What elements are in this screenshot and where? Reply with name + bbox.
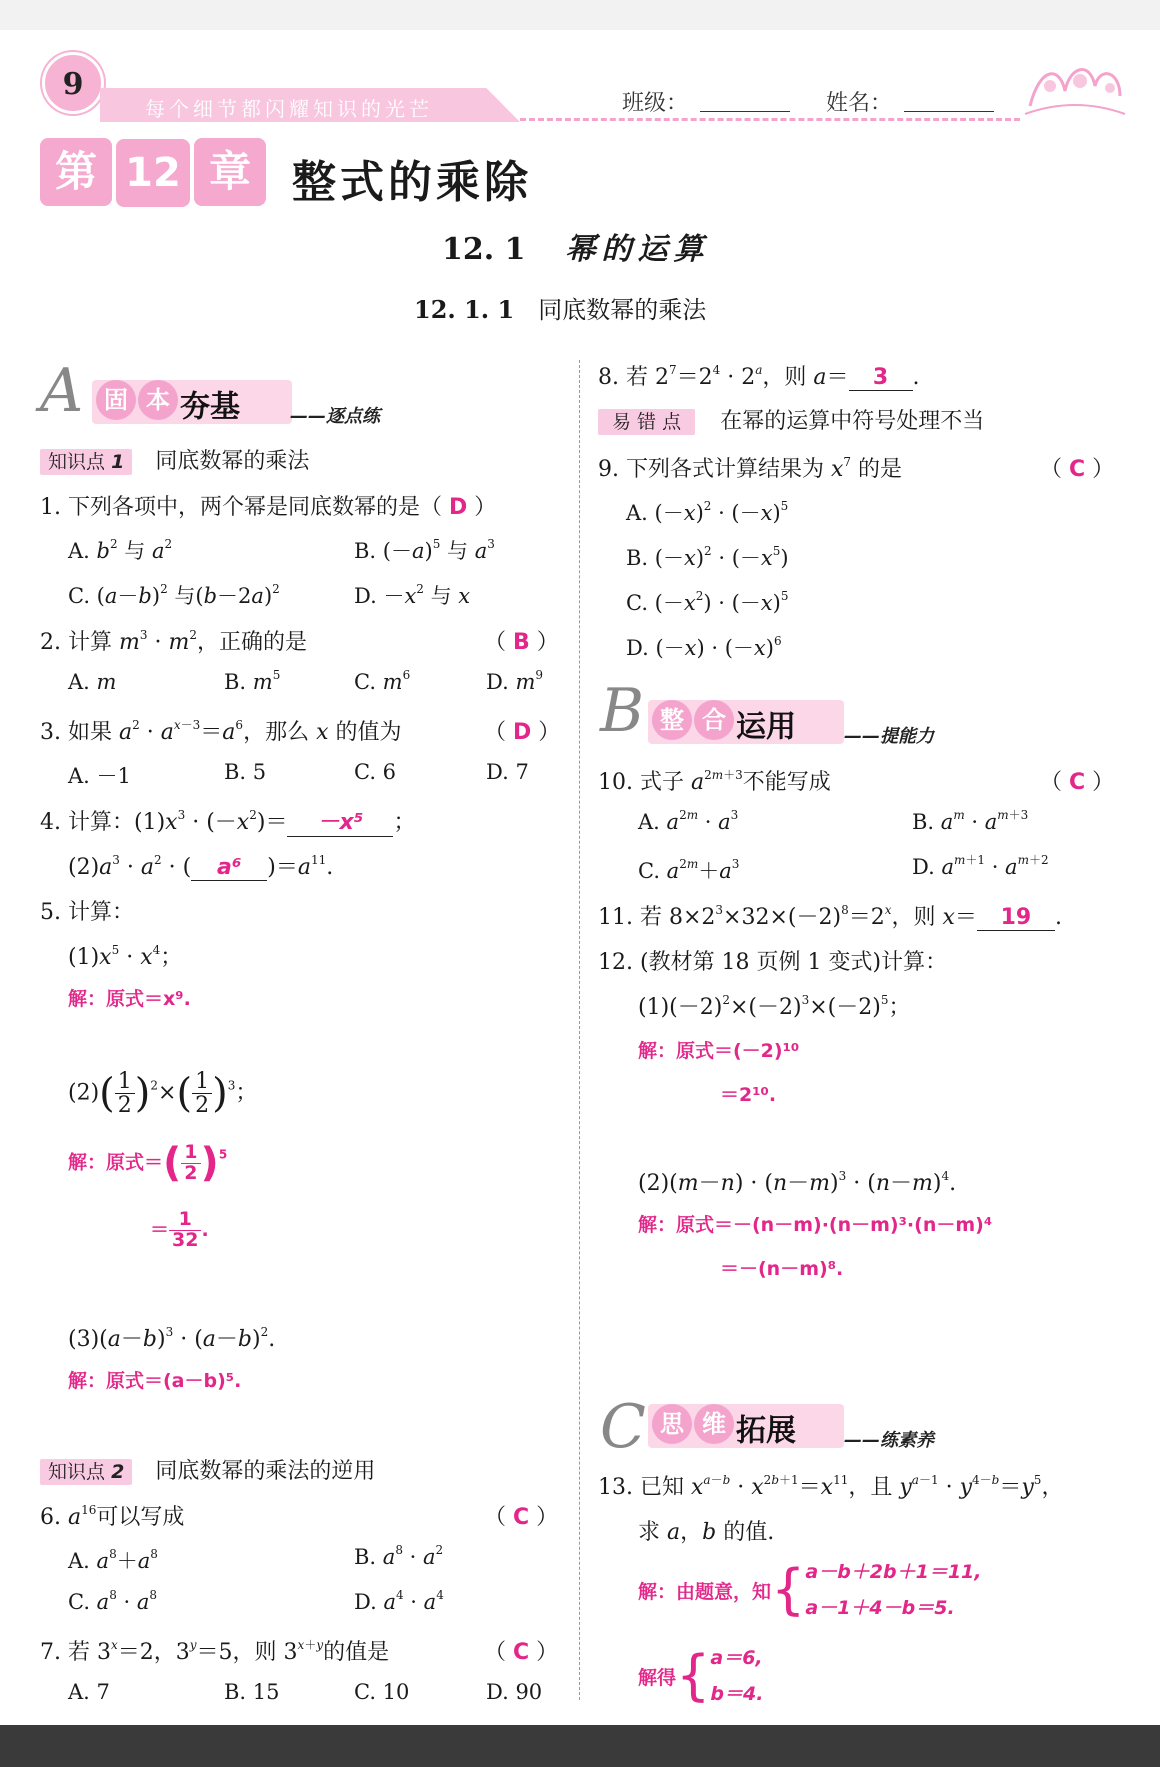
q2-option-a: A. m xyxy=(68,670,117,694)
question-5-1: $(1)x^5 \cdot x^4$； xyxy=(68,943,183,970)
solution-5-2: 解：原式＝( $\frac{1}{2}$ )$^5$ xyxy=(68,1140,228,1186)
q10-answer-paren: （ C ） xyxy=(1040,770,1115,795)
part-c-heading xyxy=(600,1392,646,1462)
question-8: 8. 若 $2^7=2^4 \cdot 2^a$，则 a＝ 3 . xyxy=(598,363,920,390)
q6-option-b: B. $a^8 \cdot a^2$ xyxy=(354,1543,444,1569)
question-12-1: $(1)(-2)^2\times(-2)^3\times(-2)^5$； xyxy=(638,993,911,1020)
name-field[interactable] xyxy=(904,110,994,112)
answer-2: B xyxy=(513,630,530,655)
question-13: 13. 已知 $x^{a-b} \cdot x^{2b+1}=x^{11}$，且 $y^{a-1} \cdot y^{4-b}=y^5$， xyxy=(598,1473,1064,1500)
solution-12-1-b: ＝2¹⁰. xyxy=(720,1084,777,1106)
q6-option-c: C. $a^8 \cdot a^8$ xyxy=(68,1588,158,1614)
answer-3: D xyxy=(513,720,532,745)
q2-option-d: D. $m^9$ xyxy=(486,668,544,694)
part-a-name: 夯基 xyxy=(180,389,240,425)
part-a-char-2: 本 xyxy=(138,380,178,420)
q2-option-b: B. $m^5$ xyxy=(224,668,281,694)
q3-option-a: A. －1 xyxy=(68,764,131,788)
question-3: 3. 如果 $a^2 \cdot a^{x-3}=a^6$，那么 x 的值为 xyxy=(40,718,402,745)
q3-answer-paren: （ D ） xyxy=(484,720,561,745)
part-c-title xyxy=(652,1404,796,1450)
part-b-name: 运用 xyxy=(736,709,796,745)
solution-5-3: 解：原式＝(a－b)⁵. xyxy=(68,1370,242,1392)
subsection-heading xyxy=(414,290,706,325)
q6-answer-paren: （ C ） xyxy=(484,1505,559,1530)
q7-option-b: B. 15 xyxy=(224,1680,280,1704)
q10-option-c: C. $a^{2m}+a^3$ xyxy=(638,857,740,883)
chapter-char-1: 第 xyxy=(40,138,112,206)
subsection-number: 12. 1. 1 xyxy=(414,295,515,324)
chapter-badge xyxy=(40,138,266,207)
knowledge-point-1 xyxy=(40,444,309,475)
part-b-letter: B xyxy=(600,676,645,746)
section-number: 12. 1 xyxy=(442,232,526,267)
chapter-char-3: 章 xyxy=(194,138,266,206)
q3-option-c: C. 6 xyxy=(354,760,397,784)
error-title: 在幂的运算中符号处理不当 xyxy=(720,409,985,434)
part-a-letter: A xyxy=(40,356,84,426)
answer-4-2: a⁶ xyxy=(217,855,242,880)
q9-option-c: C. $(-x^2) \cdot (-x)^5$ xyxy=(626,589,789,615)
solution-13-eq1: a－b＋2b＋1＝11, xyxy=(805,1561,982,1583)
solution-13-r2: b＝4. xyxy=(710,1683,764,1706)
question-13-cont: 求 a，b 的值. xyxy=(638,1520,775,1545)
question-6: 6. $a^{16}$可以写成 xyxy=(40,1503,185,1530)
question-5-3: $(3)(a-b)^3 \cdot (a-b)^2$. xyxy=(68,1325,276,1352)
part-c-letter: C xyxy=(600,1392,646,1462)
q9-option-d: D. $(-x) \cdot (-x)^6$ xyxy=(626,634,782,660)
q7-option-d: D. 90 xyxy=(486,1680,543,1704)
q1-option-c: C. $(a-b)^2$ 与$(b-2a)^2$ xyxy=(68,582,280,608)
q2-option-c: C. $m^6$ xyxy=(354,668,411,694)
q6-option-d: D. $a^4 \cdot a^4$ xyxy=(354,1588,444,1614)
part-a-char-1: 固 xyxy=(96,380,136,420)
q7-answer-paren: （ C ） xyxy=(484,1640,559,1665)
name-label: 姓名： xyxy=(826,91,893,116)
q1-option-d: D. $-x^2$ 与 x xyxy=(354,582,471,608)
class-label: 班级： xyxy=(622,91,689,116)
answer-11: 19 xyxy=(1000,905,1032,930)
q3-option-d: D. 7 xyxy=(486,760,529,784)
q10-option-a: A. $a^{2m} \cdot a^3$ xyxy=(638,808,739,834)
q9-option-b: B. $(-x)^2 \cdot (-x^5)$ xyxy=(626,544,789,570)
question-2: 2. 计算 $m^3 \cdot m^2$，正确的是 xyxy=(40,628,308,655)
slogan: 每个细节都闪耀知识的光芒 xyxy=(145,97,433,121)
page-number: 9 xyxy=(62,67,84,102)
section-title: 幂的运算 xyxy=(565,232,710,267)
question-12: 12. (教材第 18 页例 1 变式)计算： xyxy=(598,950,948,975)
question-7: 7. 若 $3^x=2$，$3^y=5$，则 $3^{x+y}$的值是 xyxy=(40,1638,390,1665)
kp2-title: 同底数幂的乘法的逆用 xyxy=(155,1459,376,1484)
part-b-heading xyxy=(600,676,644,746)
column-divider xyxy=(579,360,580,1700)
part-b-char-1: 整 xyxy=(652,700,692,740)
solution-13-result: 解得 { a＝6, b＝4. xyxy=(638,1640,763,1712)
part-b-title xyxy=(652,700,796,746)
part-b-char-2: 合 xyxy=(694,700,734,740)
question-5: 5. 计算： xyxy=(40,900,134,925)
part-b-subtitle: ——提能力 xyxy=(844,726,934,747)
part-c-subtitle: ——练素养 xyxy=(844,1430,934,1451)
part-c-name: 拓展 xyxy=(736,1413,796,1449)
solution-12-2-b: ＝－(n－m)⁸. xyxy=(720,1258,844,1280)
error-tag: 易 错 点 xyxy=(598,409,695,435)
answer-10: C xyxy=(1069,770,1086,795)
q1-option-a: A. $b^2$ 与 $a^2$ xyxy=(68,537,173,563)
question-1: 1. 下列各项中，两个幂是同底数幂的是（ D ） xyxy=(40,495,497,520)
error-point xyxy=(598,404,984,435)
solution-13-eq2: a－1＋4－b＝5. xyxy=(805,1597,955,1620)
part-c-char-1: 思 xyxy=(652,1404,692,1444)
answer-8: 3 xyxy=(872,365,889,390)
question-4-1: 4. 计算：$(1)x^3 \cdot (-x^2)= -x^5$ ； xyxy=(40,805,415,837)
q3-option-b: B. 5 xyxy=(224,760,267,784)
q10-option-d: D. $a^{m+1} \cdot a^{m+2}$ xyxy=(912,853,1049,879)
answer-6: C xyxy=(513,1505,530,1530)
q7-option-a: A. 7 xyxy=(68,1680,110,1704)
section-heading xyxy=(442,224,710,268)
answer-7: C xyxy=(513,1640,530,1665)
part-a-title xyxy=(96,380,240,426)
header-dashed-line xyxy=(520,118,1020,121)
answer-4-1: －x⁵ xyxy=(317,810,364,835)
question-12-2: $(2)(m-n) \cdot (n-m)^3 \cdot (n-m)^4$. xyxy=(638,1169,957,1196)
question-4-2: $(2)a^3 \cdot a^2$ · ( a⁶ )$=a^{11}$. xyxy=(68,853,334,880)
page-number-badge xyxy=(42,52,104,114)
question-11: 11. 若 $8\times 2^3\times 32\times(-2)^8=2^x$，则 x＝ 19 . xyxy=(598,903,1062,930)
part-a-heading xyxy=(40,356,83,426)
chapter-title: 整式的乘除 xyxy=(292,157,532,208)
knowledge-point-2 xyxy=(40,1454,375,1485)
q2-answer-paren: （ B ） xyxy=(484,630,559,655)
answer-1: D xyxy=(448,495,468,520)
bottom-bar xyxy=(0,1725,1160,1767)
solution-5-1: 解：原式＝x⁹. xyxy=(68,988,191,1010)
answer-9: C xyxy=(1069,457,1086,482)
solution-13-system: 解：由题意，知 { a－b＋2b＋1＝11, a－1＋4－b＝5. xyxy=(638,1554,982,1626)
subsection-title: 同底数幂的乘法 xyxy=(538,296,707,324)
solution-12-2-a: 解：原式＝－(n－m)·(n－m)³·(n－m)⁴ xyxy=(638,1214,993,1236)
solution-12-1-a: 解：原式＝(－2)¹⁰ xyxy=(638,1040,800,1062)
question-5-2: (2)( $\frac{1}{2}$ )$^2$×( $\frac{1}{2}$ )$^3$； xyxy=(68,1069,258,1119)
q9-option-a: A. $(-x)^2 \cdot (-x)^5$ xyxy=(626,499,789,525)
kp1-tag: 知识点 1 xyxy=(40,449,132,475)
part-c-char-2: 维 xyxy=(694,1404,734,1444)
class-field[interactable] xyxy=(700,110,790,112)
part-a-subtitle: ——逐点练 xyxy=(290,406,380,427)
kp2-tag: 知识点 2 xyxy=(40,1459,132,1485)
solution-5-2-result: ＝ $\frac{1}{32}$ . xyxy=(150,1208,209,1251)
q7-option-c: C. 10 xyxy=(354,1680,410,1704)
question-9: 9. 下列各式计算结果为 $x^7$ 的是 xyxy=(598,455,903,482)
chapter-char-2: 12 xyxy=(116,139,190,207)
question-10: 10. 式子 $a^{2m+3}$不能写成 xyxy=(598,768,831,795)
kp1-title: 同底数幂的乘法 xyxy=(155,449,310,474)
floral-ornament xyxy=(1020,56,1130,122)
q6-option-a: A. $a^8+a^8$ xyxy=(68,1547,158,1573)
q1-option-b: B. $(-a)^5$ 与 $a^3$ xyxy=(354,537,495,563)
solution-13-r1: a＝6, xyxy=(710,1647,763,1669)
q9-answer-paren: （ C ） xyxy=(1040,457,1115,482)
q10-option-b: B. $a^m \cdot a^{m+3}$ xyxy=(912,808,1029,834)
